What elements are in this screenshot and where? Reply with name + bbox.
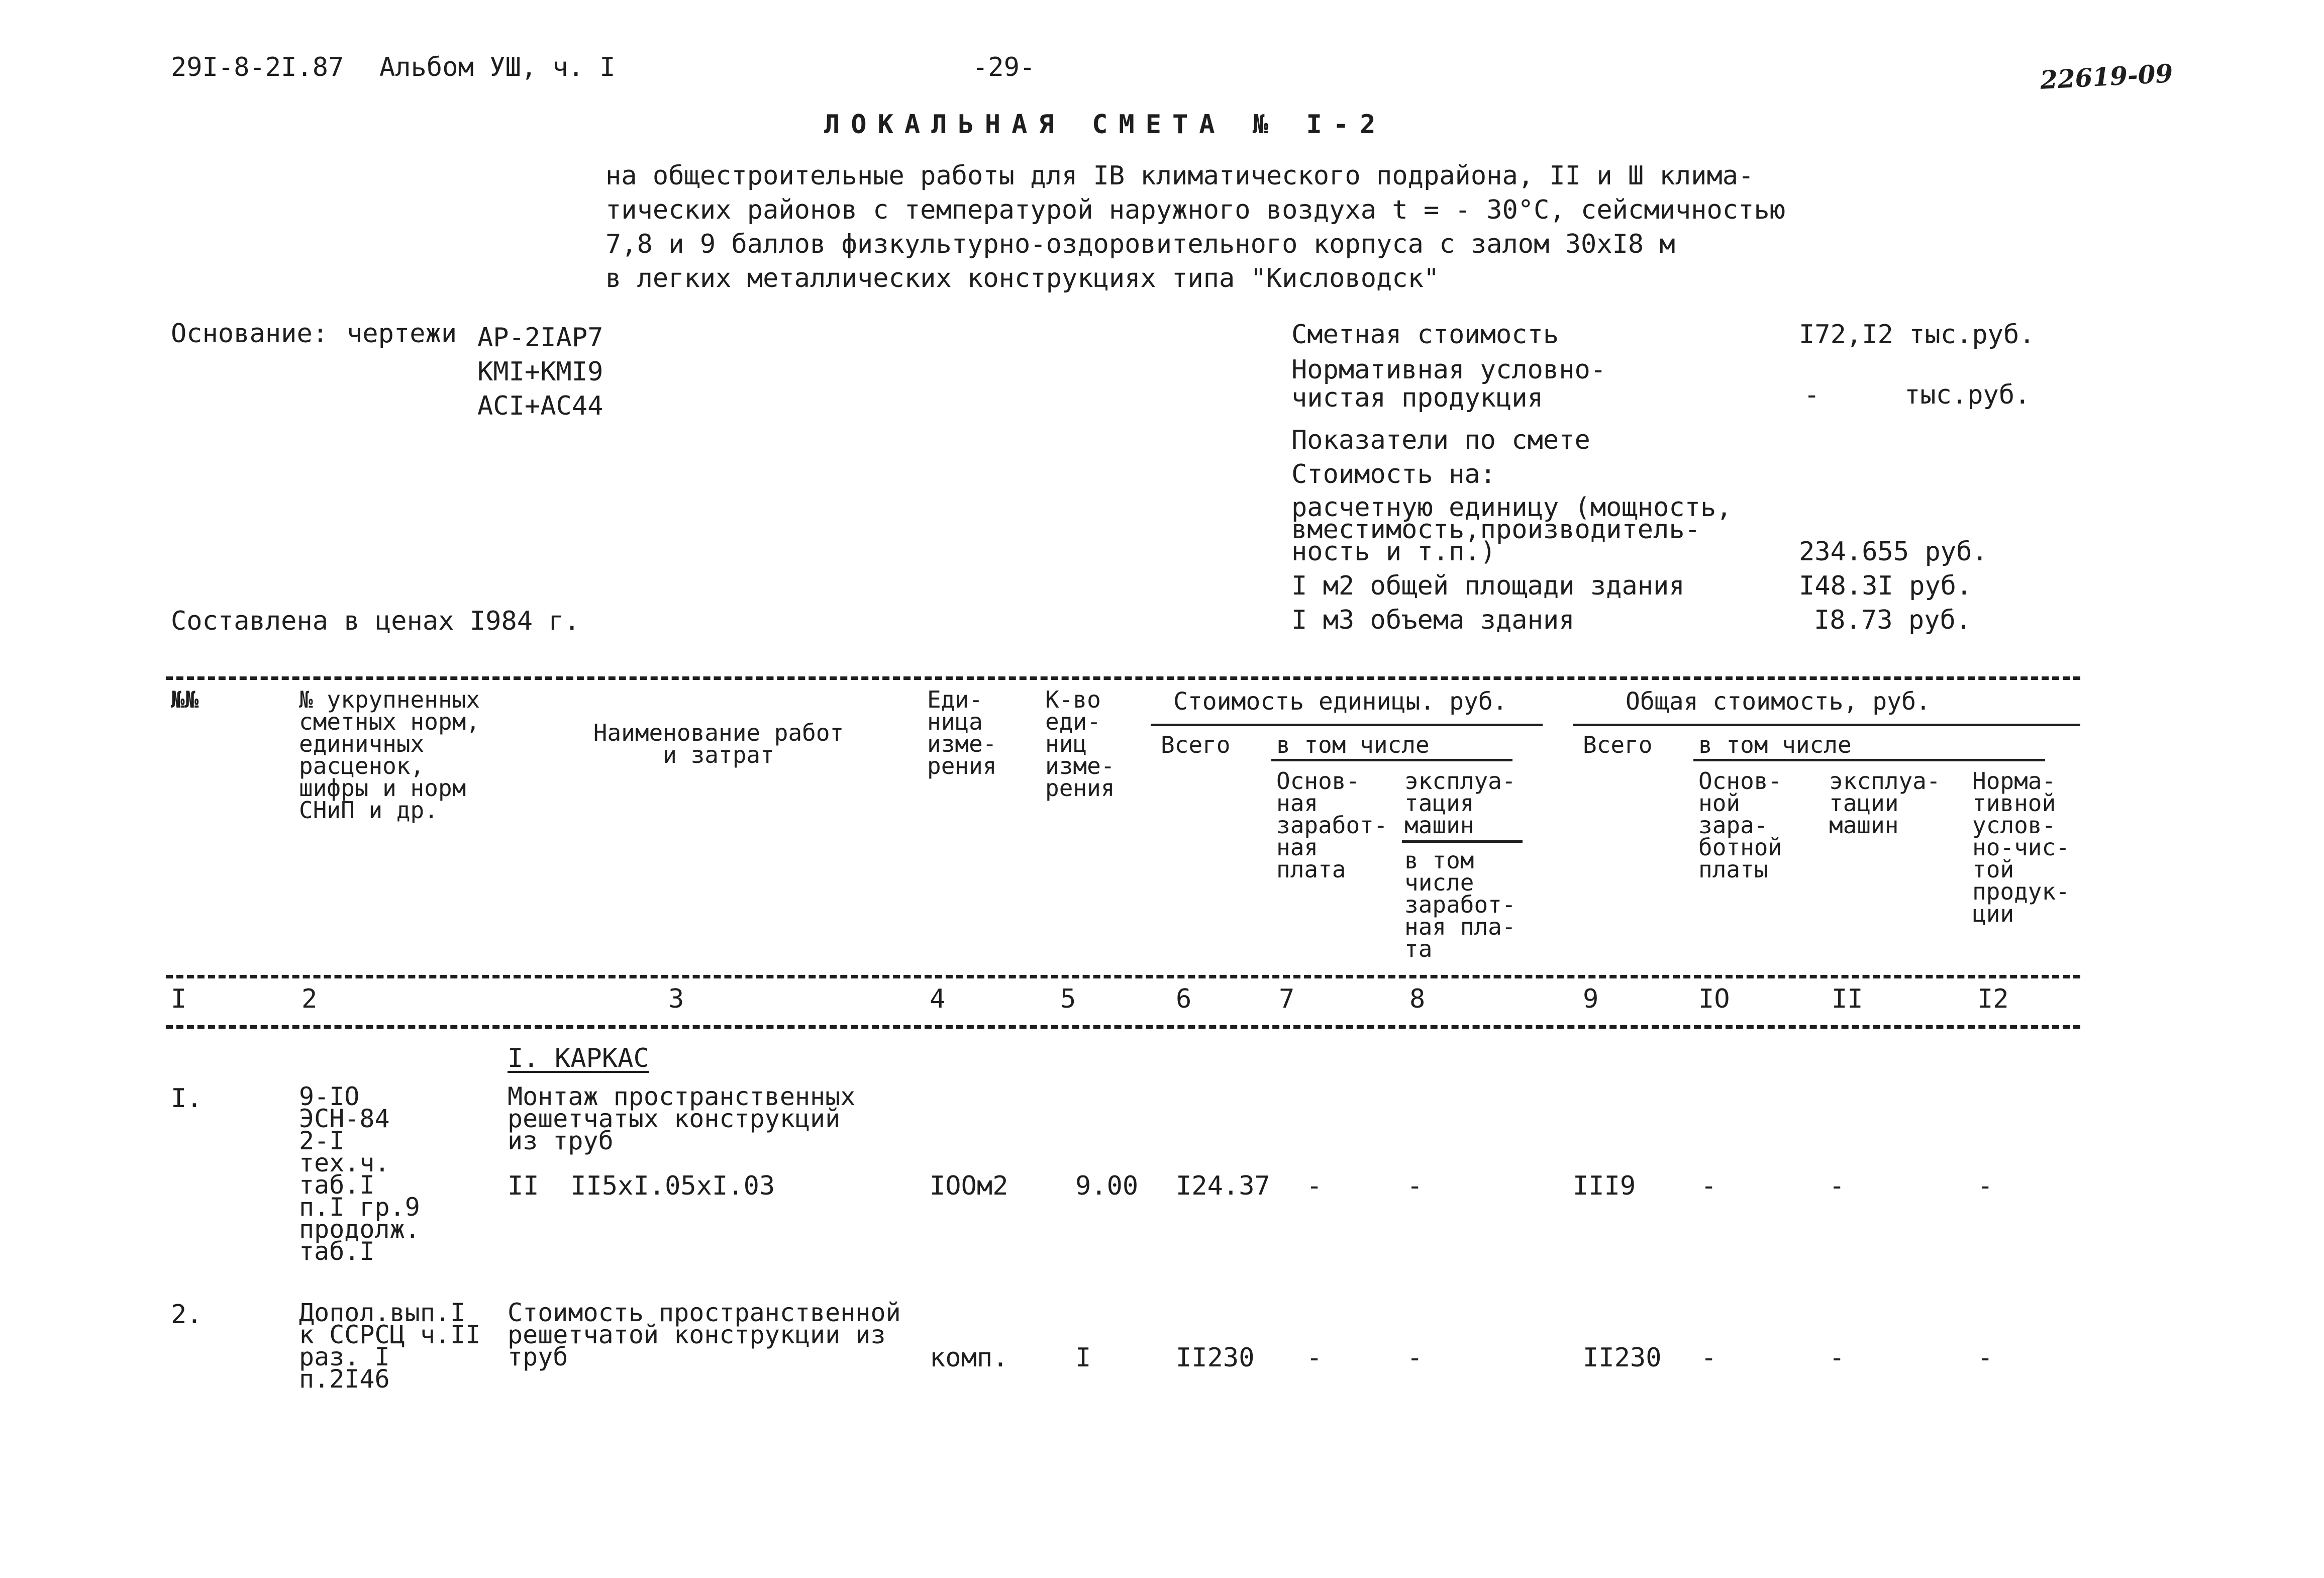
row-code	[299, 1298, 481, 1394]
row-unit: IOOм2	[930, 1171, 1008, 1201]
header-text: тации	[1829, 790, 1899, 817]
header-text: ной	[1698, 790, 1741, 817]
drawing-ref: АР-2ІАР7	[477, 323, 603, 353]
machines-subrule	[1402, 840, 1523, 843]
net-output-label-line: чистая продукция	[1291, 383, 1543, 413]
net-output-value: -	[1804, 380, 1820, 410]
code-line: п.2I46	[299, 1364, 390, 1394]
header-text: еди-	[1045, 708, 1101, 735]
header-text: рения	[1045, 774, 1115, 802]
row-total-machines: -	[1829, 1171, 1845, 1201]
header-col-1	[171, 688, 198, 711]
code-line: Допол.вып.I	[299, 1298, 466, 1327]
row-unit-machines: -	[1407, 1171, 1423, 1201]
album-label: Альбом УШ, ч. I	[379, 52, 616, 82]
header-text: Основ-	[1698, 767, 1782, 795]
header-text: ниц	[1045, 730, 1087, 757]
header-text: ции	[1972, 900, 2014, 927]
row-unit-wages: -	[1306, 1171, 1323, 1201]
incl-a-rule	[1271, 759, 1512, 761]
unit-cost-label	[1291, 492, 1732, 567]
header-text: но-чис-	[1972, 834, 2070, 861]
column-number: 8	[1409, 984, 1426, 1014]
header-text: К-во	[1045, 686, 1101, 713]
row-unit: комп.	[930, 1343, 1008, 1373]
column-number: 9	[1583, 984, 1599, 1014]
header-text: услов-	[1972, 812, 2056, 839]
row-total-wages: -	[1701, 1343, 1717, 1373]
header-text: и затрат	[663, 741, 774, 768]
estimated-cost-label: Сметная стоимость	[1291, 320, 1559, 350]
header-text: машин	[1829, 812, 1899, 839]
row-name	[508, 1298, 901, 1371]
header-col-7	[1276, 767, 1388, 883]
code-line: 2-I	[299, 1126, 345, 1155]
row-number: 2.	[171, 1300, 203, 1330]
name-line: Монтаж пространственных	[508, 1082, 856, 1111]
header-col-6: Всего	[1161, 731, 1231, 758]
incl-a-header: в том числе	[1276, 731, 1430, 758]
header-text: сметных норм,	[299, 708, 480, 735]
header-text: расценок,	[299, 752, 425, 779]
row-code	[299, 1082, 420, 1266]
unit-cost-group-header: Стоимость единицы. руб.	[1173, 687, 1507, 716]
name-line: решетчатой конструкции из	[508, 1320, 886, 1349]
column-number: IO	[1698, 984, 1730, 1014]
subtitle-line: в легких металлических конструкциях типа "Кисловодск"	[605, 263, 1440, 293]
header-text: тация	[1404, 790, 1474, 817]
subtitle-line: на общестроительные работы для IB климатического подрайона, II и Ш клима-	[605, 161, 1754, 191]
drawings-label: чертежи	[347, 319, 457, 349]
header-col-8-sub	[1404, 849, 1516, 960]
header-col-8-top	[1404, 767, 1516, 839]
drawing-ref: КМІ+КМІ9	[477, 357, 603, 387]
header-col-4	[927, 688, 996, 777]
name-line: труб	[508, 1342, 568, 1371]
row-unit-total: II230	[1176, 1343, 1255, 1373]
header-text: продук-	[1972, 878, 2070, 905]
column-number: II	[1832, 984, 1863, 1014]
header-text: изме-	[927, 730, 997, 757]
header-col-2	[299, 686, 480, 824]
name-line: Стоимость пространственной	[508, 1298, 901, 1327]
estimated-cost-value: I72,I2 тыс.руб.	[1799, 320, 2035, 350]
incl-b-header: в том числе	[1698, 731, 1852, 758]
row-total: II230	[1583, 1343, 1662, 1373]
header-text: Еди-	[927, 686, 983, 713]
row-total-machines: -	[1829, 1343, 1845, 1373]
basis-label: Основание:	[171, 319, 329, 349]
header-col-5	[1045, 686, 1115, 802]
header-text: заработ-	[1404, 891, 1516, 918]
code-line: продолж.	[299, 1215, 420, 1244]
header-text: шифры и норм	[299, 774, 466, 802]
header-text: плата	[1276, 856, 1346, 883]
row-qty: 9.00	[1075, 1171, 1139, 1201]
document-code: 29I-8-2I.87	[171, 52, 344, 82]
unit-cost-label-line: ность и т.п.)	[1291, 537, 1496, 567]
per-m3-label: I м3 объема здания	[1291, 605, 1575, 635]
header-text: ница	[927, 708, 983, 735]
column-numbers-top-rule	[166, 975, 2080, 978]
header-col-12	[1972, 767, 2070, 927]
row-unit-total: I24.37	[1176, 1171, 1270, 1201]
section-title: I. КАРКАС	[508, 1043, 649, 1073]
column-number: 2	[301, 984, 318, 1014]
header-col-11	[1829, 767, 1941, 839]
subtitle-line: тических районов с температурой наружного воздуха t = - 30°С, сейсмичностью	[605, 195, 1785, 225]
per-m2-value: I48.3I руб.	[1799, 571, 1972, 601]
unit-cost-label-line: расчетную единицу (мощность,	[1291, 492, 1732, 523]
net-output-label-line: Нормативная условно-	[1291, 355, 1606, 385]
handwritten-stamp: 22619-09	[2039, 58, 2174, 95]
net-output-unit: тыс.руб.	[1904, 380, 2031, 410]
estimate-title: ЛОКАЛЬНАЯ СМЕТА № I-2	[824, 110, 1387, 140]
header-text: зара-	[1698, 812, 1768, 839]
code-line: таб.I	[299, 1237, 375, 1266]
code-line: п.I гр.9	[299, 1193, 420, 1222]
row-name	[508, 1082, 856, 1155]
row-total-net: -	[1977, 1171, 1993, 1201]
header-text: машин	[1404, 812, 1474, 839]
page-number: -29-	[972, 52, 1036, 82]
header-text: единичных	[299, 730, 425, 757]
unit-cost-group-rule	[1151, 724, 1543, 726]
header-text: эксплуа-	[1829, 767, 1941, 795]
cost-for-label: Стоимость на:	[1291, 459, 1496, 489]
row-total-net: -	[1977, 1343, 1993, 1373]
column-numbers-bottom-rule	[166, 1025, 2080, 1029]
header-text: СНиП и др.	[299, 797, 438, 824]
table-top-rule	[166, 676, 2080, 680]
row-number: I.	[171, 1083, 203, 1114]
column-number: 6	[1176, 984, 1192, 1014]
header-text: Норма-	[1972, 767, 2056, 795]
net-output-label	[1291, 356, 1606, 412]
estimate-subtitle	[605, 159, 1785, 295]
column-number: I2	[1977, 984, 2009, 1014]
header-text: тивной	[1972, 790, 2056, 817]
header-text: числе	[1404, 869, 1474, 896]
name-line: решетчатых конструкций	[508, 1104, 841, 1133]
header-text: Наименование работ	[593, 719, 844, 746]
header-text: платы	[1698, 856, 1768, 883]
column-number: 4	[930, 984, 946, 1014]
row-total-wages: -	[1701, 1171, 1717, 1201]
total-cost-group-rule	[1573, 724, 2080, 726]
header-text: той	[1972, 856, 2014, 883]
column-number: I	[171, 984, 187, 1014]
header-text: ная пла-	[1404, 913, 1516, 940]
column-number: 3	[668, 984, 684, 1014]
header-text: эксплуа-	[1404, 767, 1516, 795]
header-col-3	[578, 719, 859, 768]
row-qty: I	[1075, 1343, 1091, 1373]
header-text: рения	[927, 752, 997, 779]
header-col-10	[1698, 767, 1782, 883]
code-line: раз. I	[299, 1342, 390, 1371]
header-text: ная	[1276, 834, 1319, 861]
header-text: в том	[1404, 847, 1474, 874]
header-text: изме-	[1045, 752, 1115, 779]
unit-cost-label-line: вместимость,производитель-	[1291, 515, 1700, 545]
per-m3-value: I8.73 руб.	[1814, 605, 1972, 635]
incl-b-rule	[1693, 759, 2045, 761]
drawings-list	[477, 321, 603, 423]
total-cost-group-header: Общая стоимость, руб.	[1626, 687, 1931, 716]
header-text: №№	[171, 686, 199, 713]
header-col-9: Всего	[1583, 731, 1653, 758]
header-text: ботной	[1698, 834, 1782, 861]
header-text: заработ-	[1276, 812, 1388, 839]
column-number: 7	[1279, 984, 1295, 1014]
row-unit-machines: -	[1407, 1343, 1423, 1373]
column-number: 5	[1060, 984, 1076, 1014]
header-text: Основ-	[1276, 767, 1360, 795]
price-basis: Составлена в ценах I984 г.	[171, 606, 580, 636]
row-unit-wages: -	[1306, 1343, 1323, 1373]
header-text: № укрупненных	[299, 686, 480, 713]
header-text: та	[1404, 935, 1433, 962]
row-total: III9	[1573, 1171, 1636, 1201]
unit-cost-value: 234.655 руб.	[1799, 537, 1988, 567]
name-line: из труб	[508, 1126, 614, 1155]
header-text: ная	[1276, 790, 1319, 817]
code-line: 9-IO	[299, 1082, 360, 1111]
per-m2-label: I м2 общей площади здания	[1291, 571, 1685, 601]
subtitle-line: 7,8 и 9 баллов физкультурно-оздоровительного корпуса с залом 30xI8 м	[605, 229, 1675, 259]
row-formula: II II5xI.05xI.03	[508, 1171, 775, 1201]
code-line: к ССРСЦ ч.II	[299, 1320, 481, 1349]
code-line: тех.ч.	[299, 1148, 390, 1177]
drawing-ref: АСІ+АС44	[477, 391, 603, 421]
indicators-label: Показатели по смете	[1291, 425, 1590, 455]
code-line: ЭСН-84	[299, 1104, 390, 1133]
code-line: таб.I	[299, 1170, 375, 1200]
